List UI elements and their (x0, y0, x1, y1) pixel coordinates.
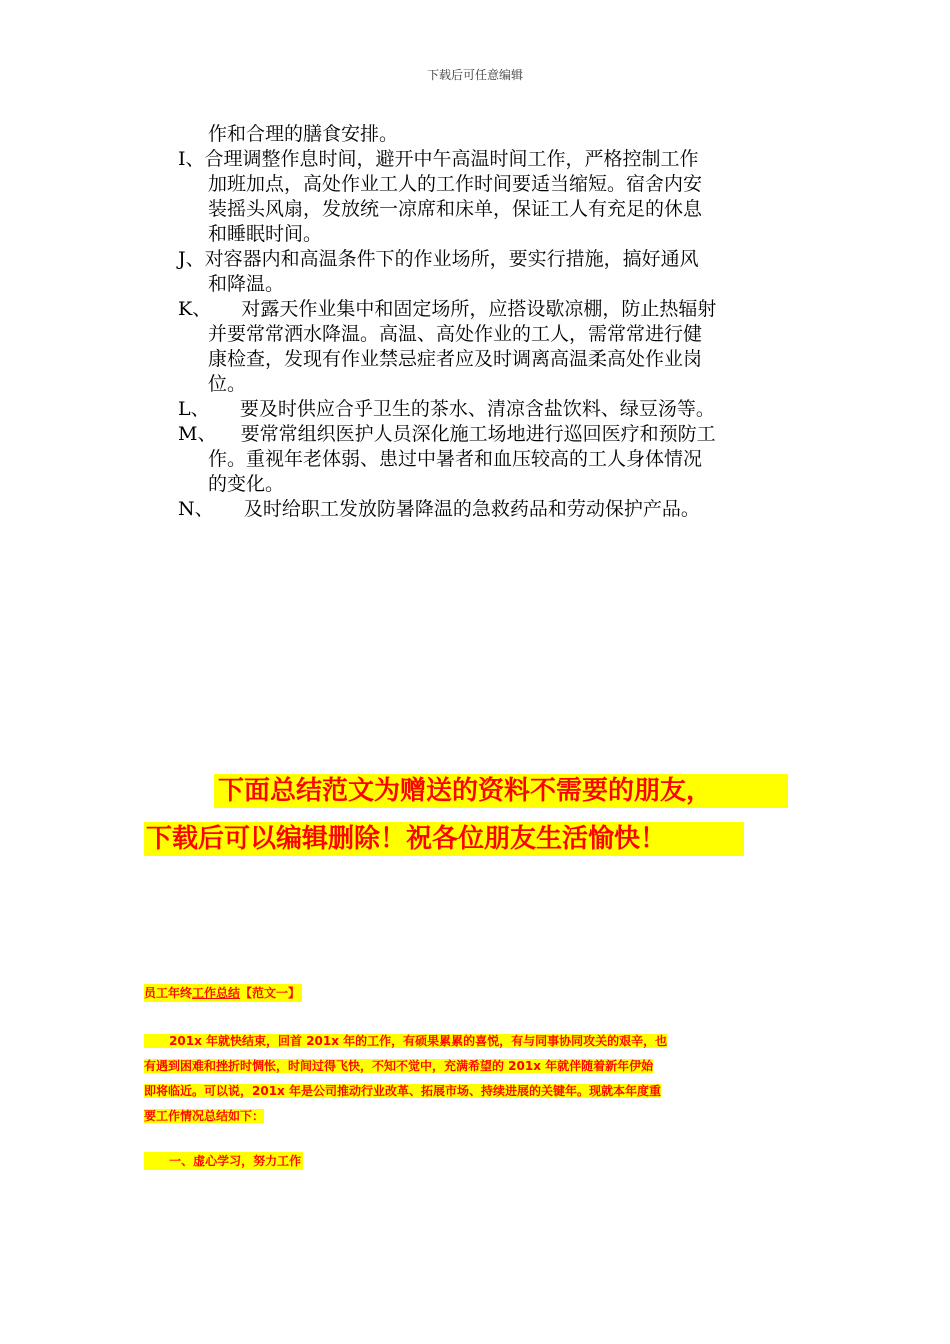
list-item-text (240, 397, 808, 422)
list-item-label: K、 (178, 298, 242, 320)
page-header: 下载后可任意编辑 (426, 68, 523, 82)
list-item-text (241, 422, 808, 447)
list-item-line: 合理调整作息时间，避开中午高温时间工作，严格控制工作 (204, 148, 699, 170)
sample-title-prefix: 员工年终 (144, 986, 193, 1000)
list-item-line: 康检查，发现有作业禁忌症者应及时调离高温柔高处作业岗 (208, 348, 703, 370)
banner-line-2: 下载后可以编辑删除！祝各位朋友生活愉快！ (144, 822, 744, 856)
list-item (178, 247, 808, 272)
list-item-line: 位。 (208, 373, 247, 395)
list-lead-text: 作和合理的膳食安排。 (208, 123, 399, 145)
sample-title (144, 984, 302, 1002)
list-item-text (205, 247, 808, 272)
paragraph-line: 201x 年就快结束，回首 201x 年的工作，有硕果累累的喜悦，有与同事协同攻关的艰辛，也 (144, 1034, 668, 1048)
list-item (178, 397, 808, 422)
paragraph-line: 即将临近。可以说，201x 年是公司推动行业改革、拓展市场、持续进展的关键年。现就本年度重 (144, 1084, 661, 1098)
list-item-line: 对容器内和高温条件下的作业场所，要实行措施，搞好通风 (204, 248, 699, 270)
list-item-line: 要及时供应合乎卫生的茶水、清凉含盐饮料、绿豆汤等。 (239, 398, 715, 420)
list-item-line: 对露天作业集中和固定场所，应搭设歇凉棚，防止热辐射 (241, 298, 717, 320)
list-item-line: 要常常组织医护人员深化施工场地进行巡回医疗和预防工 (240, 423, 716, 445)
list-item-label: M、 (178, 423, 241, 445)
paragraph-line: 要工作情况总结如下： (144, 1109, 265, 1123)
paragraph-line: 有遇到困难和挫折时惆怅，时间过得飞快，不知不觉中，充满希望的 201x 年就伴随着新年伊始 (144, 1059, 654, 1073)
list-item-line: 和降温。 (208, 273, 285, 295)
sample-title-link[interactable]: 工作总结 (192, 986, 241, 1000)
list-item-text (244, 497, 808, 522)
list-item-label: L、 (178, 398, 240, 420)
list-item (178, 422, 808, 447)
list-items (178, 147, 808, 522)
list-item-label: N、 (178, 498, 244, 520)
banner-line-1: 下面总结范文为赠送的资料不需要的朋友， (214, 774, 788, 808)
sample-title-suffix: 【范文一】 (240, 986, 301, 1000)
list-item-text (241, 297, 808, 322)
list-item-line: 及时给职工发放防暑降温的急救药品和劳动保护产品。 (243, 498, 700, 520)
list-item (178, 297, 808, 322)
list-item-line: 的变化。 (208, 473, 285, 495)
measures-list (178, 122, 808, 522)
list-item-line: 和睡眠时间。 (208, 223, 323, 245)
sample-paragraph (144, 1029, 804, 1129)
list-item-text (205, 147, 808, 172)
list-item-label: I、 (178, 148, 205, 170)
list-item (178, 497, 808, 522)
list-item-line: 作。重视年老体弱、患过中暑者和血压较高的工人身体情况 (208, 448, 703, 470)
list-item-label: J、 (178, 248, 205, 270)
list-item (178, 147, 808, 172)
list-item-line: 并要常常洒水降温。高温、高处作业的工人，需常常进行健 (208, 323, 703, 345)
section-heading: 一、虚心学习，努力工作 (144, 1154, 302, 1168)
list-item-line: 装摇头风扇，发放统一凉席和床单，保证工人有充足的休息 (208, 198, 703, 220)
list-item-line: 加班加点，高处作业工人的工作时间要适当缩短。宿舍内安 (208, 173, 703, 195)
